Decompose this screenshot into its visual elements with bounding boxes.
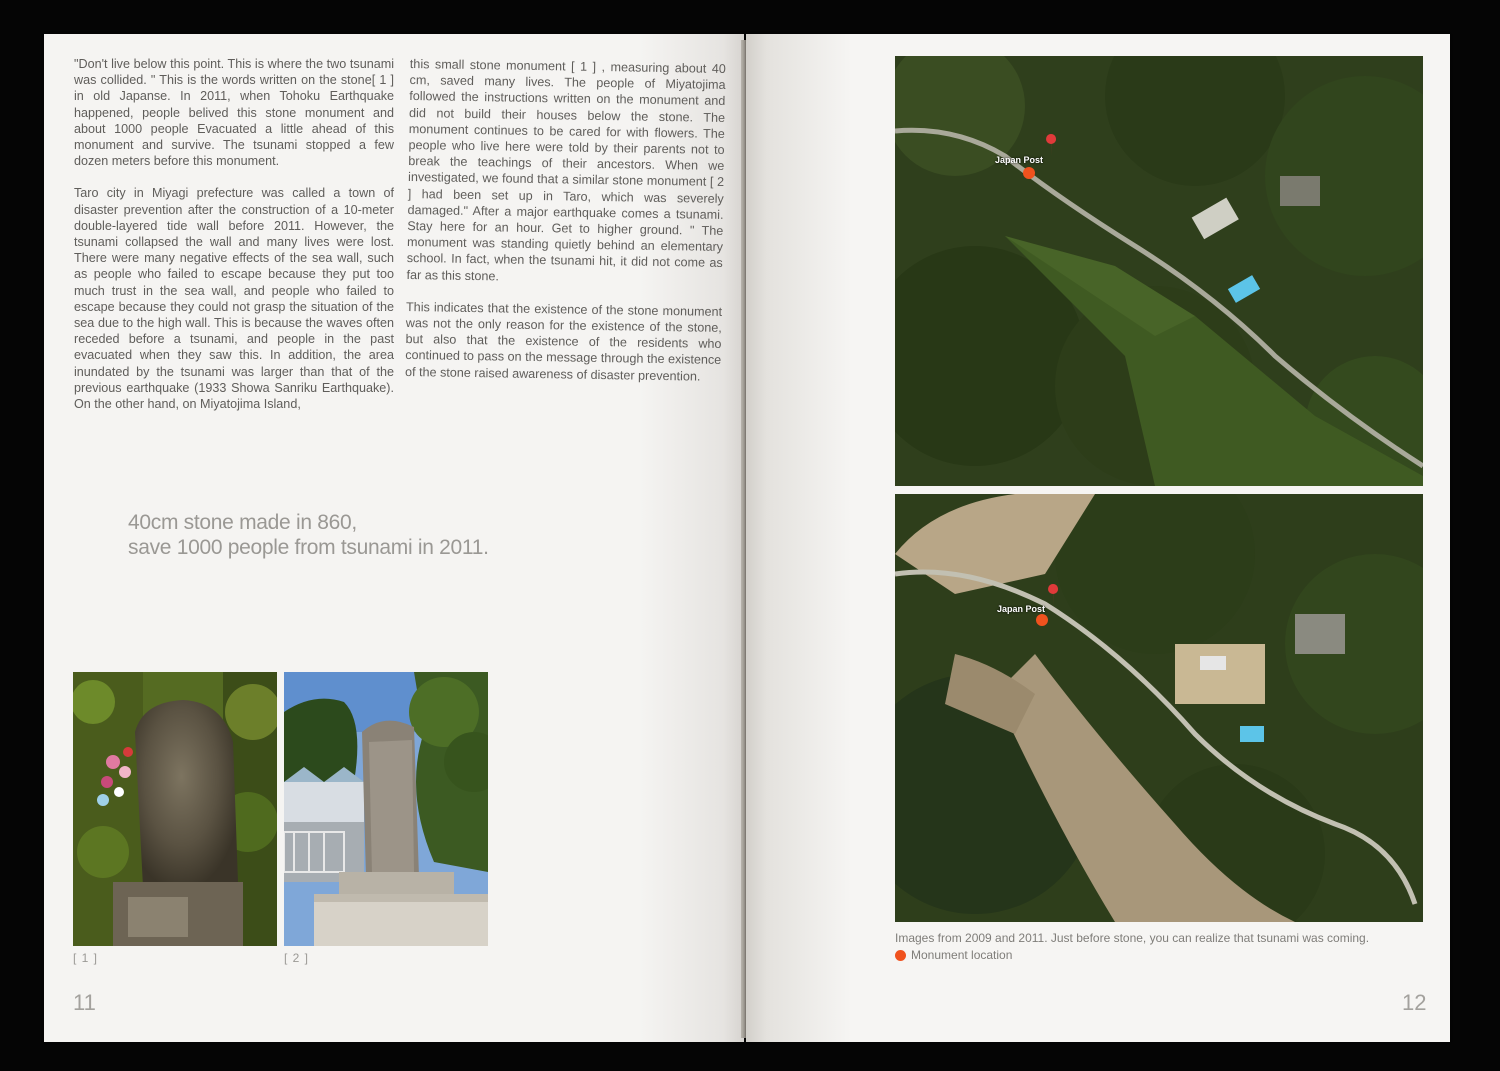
paragraph: this small stone monument [ 1 ] , measuring about 40 cm, saved many lives. The people of Miyatojima followed the instructions written on the monument and did not build their houses below the stone. The monument continues to be cared for with flowers. The people who live here were told by their parents not to break the teachings of their ancestors. When we investigated, we found that a similar stone monument [ 2 ] had been set up in Taro, which was severely damaged." After a major earthquake comes a tsunami. Stay here for an hour. Get to higher ground. " The monument was standing quietly behind an elementary school. In fact, when the tsunami hit, it did not come as far as this stone. [406, 56, 726, 284]
photo2-caption: [ 2 ] [284, 951, 310, 965]
headline-line-2: save 1000 people from tsunami in 2011. [128, 536, 489, 559]
map-label-japan-post-2009: Japan Post [995, 155, 1044, 165]
satellite-image-2009 [895, 56, 1423, 486]
paragraph: "Don't live below this point. This is where the two tsunami was collided. " This is the words written on the stone[ 1 ] in old Japanse. In 2011, when Tohoku Earthquake happened, people belived this stone monument and about 1000 people Evacuated a little ahead of this monument and survive. The tsunami stopped a few dozen meters before this monument. [74, 57, 394, 169]
photo1-caption: [ 1 ] [73, 951, 99, 965]
satellite-image-2011 [895, 494, 1423, 922]
headline [128, 510, 489, 560]
paragraph: This indicates that the existence of the stone monument was not the only reason for the existence of the stone, but also that the existence of the residents who continued to pass on the message through the existence of the stone raised awareness of disaster prevention. [404, 299, 723, 384]
page-number-left: 11 [73, 990, 96, 1015]
image-caption: Images from 2009 and 2011. Just before stone, you can realize that tsunami was coming. [895, 931, 1370, 945]
text-column-1 [74, 56, 394, 428]
photo-stone-monument-taro [284, 672, 488, 946]
text-column-2 [405, 56, 726, 401]
photo-stone-monument-miyatojima [73, 672, 277, 946]
map-label-japan-post-2011: Japan Post [997, 604, 1046, 614]
legend [895, 948, 1012, 962]
legend-label: Monument location [911, 948, 1013, 962]
paragraph: Taro city in Miyagi prefecture was called a town of disaster prevention after the construction of a 10-meter double-layered tide wall before 2011. However, the tsunami collapsed the wall and many lives were lost. There were many negative effects of the sea wall, such as people who failed to escape because they put too much trust in the sea wall, and people who failed to escape because they could not grasp the situation of the sea due to the high wall. This is because the waves often receded before a tsunami, and people in the past evacuated when they saw this. In addition, the area inundated by the tsunami was larger than that of the previous earthquake (1933 Showa Sanriku Earthquake). On the other hand, on Miyatojima Island, [74, 186, 394, 412]
left-page [44, 34, 744, 1042]
page-number-right: 12 [1402, 990, 1427, 1015]
book-spread [44, 34, 1450, 1042]
headline-line-1: 40cm stone made in 860, [128, 511, 357, 534]
monument-location-dot-icon [895, 950, 906, 961]
right-page [746, 34, 1450, 1042]
